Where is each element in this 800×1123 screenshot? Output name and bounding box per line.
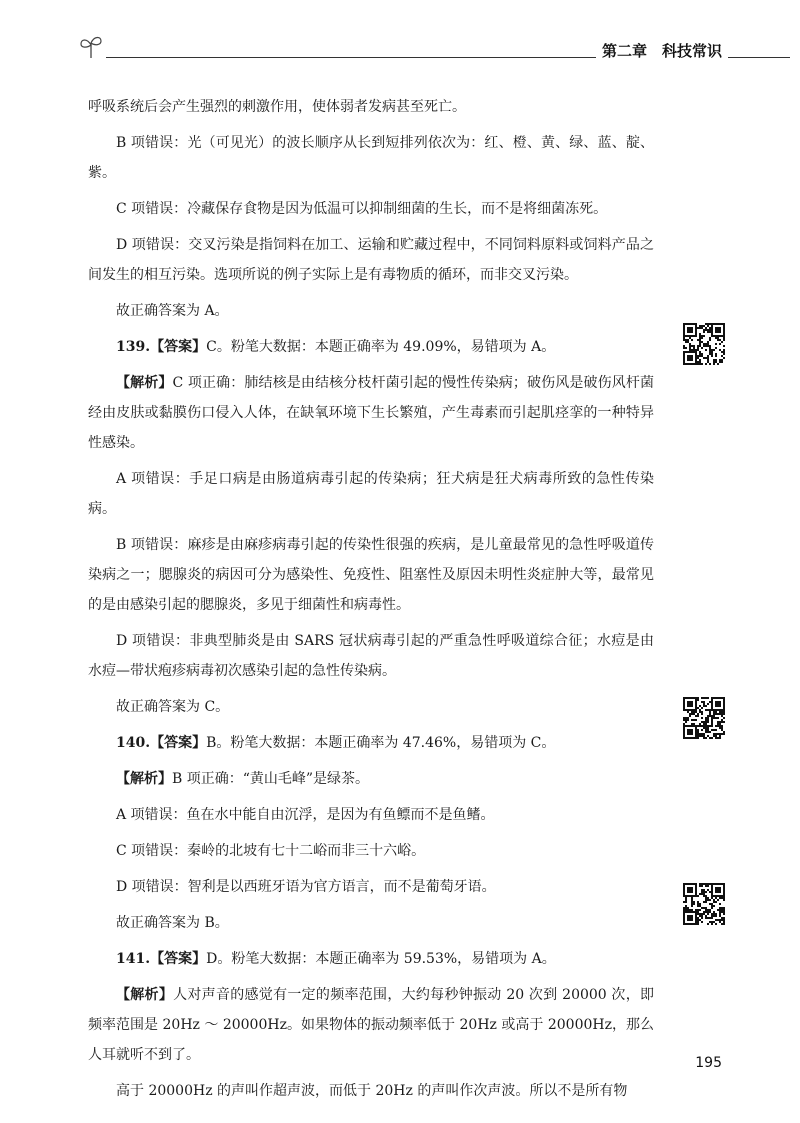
paragraph: C 项错误：冷藏保存食物是因为低温可以抑制细菌的生长，而不是将细菌冻死。: [116, 201, 608, 217]
answer-tag: 【答案】: [150, 339, 207, 355]
chapter-title: 第二章 科技常识: [596, 40, 728, 61]
analysis-tag: 【解析】: [116, 987, 174, 1003]
paragraph: A 项错误：鱼在水中能自由沉浮，是因为有鱼鳔而不是鱼鳍。: [116, 807, 495, 823]
paragraph: B 项错误：光（可见光）的波长顺序从长到短排列依次为：红、橙、黄、绿、蓝、靛、紫。: [88, 135, 654, 181]
question-number: 139.: [116, 339, 151, 355]
paragraph: D 项错误：交叉污染是指饲料在加工、运输和贮藏过程中，不同饲料原料或饲料产品之间发生的相互污染。选项所说的例子实际上是有毒物质的循环，而非交叉污染。: [88, 237, 654, 283]
analysis-tag: 【解析】: [116, 771, 172, 787]
page-content: [88, 92, 654, 1112]
paragraph: B 项错误：麻疹是由麻疹病毒引起的传染性很强的疾病，是儿童最常见的急性呼吸道传染病之一；腮腺炎的病因可分为感染性、免疫性、阻塞性及原因未明性炎症肿大等，最常见的是由感染引起的腮腺炎，多见于细菌性和病毒性。: [88, 537, 654, 613]
answer-tag: 【答案】: [150, 735, 207, 751]
qr-code-icon[interactable]: [682, 692, 726, 744]
page-number: 195: [695, 1055, 722, 1071]
answer-141: 141.【答案】D。粉笔大数据：本题正确率为 59.53%，易错项为 A。: [116, 951, 556, 967]
paragraph: D 项错误：智利是以西班牙语为官方语言，而不是葡萄牙语。: [116, 879, 496, 895]
answer-tag: 【答案】: [150, 951, 207, 967]
analysis-139: 【解析】C 项正确：肺结核是由结核分枝杆菌引起的慢性传染病；破伤风是破伤风杆菌经由皮肤或黏膜伤口侵入人体，在缺氧环境下生长繁殖，产生毒素而引起肌痉挛的一种特异性感染。: [88, 375, 654, 451]
answer-139: 139.【答案】C。粉笔大数据：本题正确率为 49.09%，易错项为 A。: [116, 339, 556, 355]
page-header: [78, 30, 790, 70]
paragraph: 高于 20000Hz 的声叫作超声波，而低于 20Hz 的声叫作次声波。所以不是所有物: [116, 1083, 628, 1099]
paragraph: 呼吸系统后会产生强烈的刺激作用，使体弱者发病甚至死亡。: [88, 99, 466, 115]
qr-code-icon[interactable]: [682, 318, 726, 370]
analysis-140: 【解析】B 项正确：“黄山毛峰”是绿茶。: [116, 771, 370, 787]
question-number: 140.: [116, 735, 151, 751]
paragraph: 故正确答案为 B。: [116, 915, 229, 931]
paragraph: A 项错误：手足口病是由肠道病毒引起的传染病；狂犬病是狂犬病毒所致的急性传染病。: [88, 471, 654, 517]
analysis-141: 【解析】人对声音的感觉有一定的频率范围，大约每秒钟振动 20 次到 20000 次，即频率范围是 20Hz ～ 20000Hz。如果物体的振动频率低于 20Hz 或高于 20000Hz，那么人耳就听不到了。: [88, 987, 654, 1063]
paragraph: C 项错误：秦岭的北坡有七十二峪而非三十六峪。: [116, 843, 426, 859]
sprout-icon: [78, 34, 104, 60]
question-number: 141.: [116, 951, 151, 967]
paragraph: 故正确答案为 C。: [116, 699, 230, 715]
answer-140: 140.【答案】B。粉笔大数据：本题正确率为 47.46%，易错项为 C。: [116, 735, 556, 751]
qr-code-icon[interactable]: [682, 878, 726, 930]
paragraph: D 项错误：非典型肺炎是由 SARS 冠状病毒引起的严重急性呼吸道综合征；水痘是由水痘—带状疱疹病毒初次感染引起的急性传染病。: [88, 633, 654, 679]
paragraph: 故正确答案为 A。: [116, 303, 229, 319]
analysis-tag: 【解析】: [116, 375, 173, 391]
